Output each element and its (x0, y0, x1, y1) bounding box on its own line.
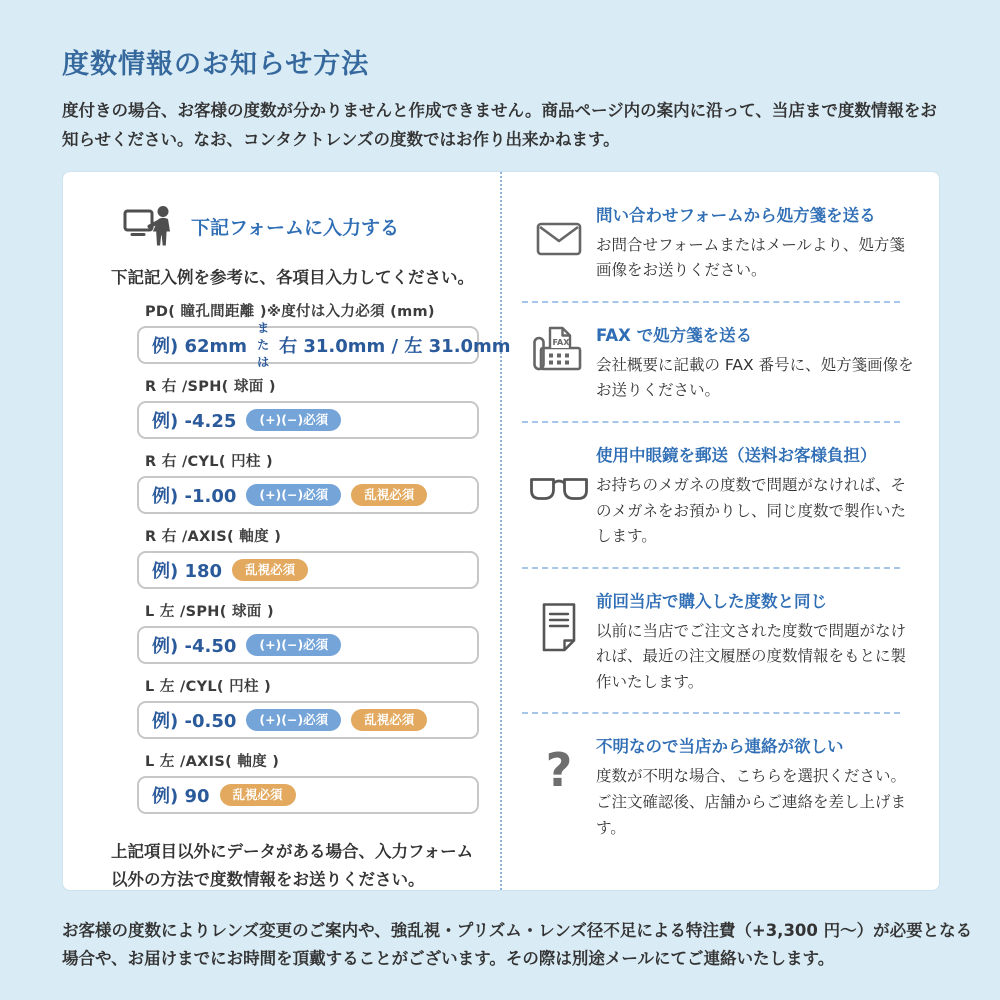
svg-text:FAX: FAX (552, 337, 570, 347)
method-title: 問い合わせフォームから処方箋を送る (596, 205, 876, 225)
document-icon (522, 588, 596, 696)
question-icon: ? (545, 743, 573, 798)
form-note: 上記項目以外にデータがある場合、入力フォーム以外の方法で度数情報をお送りください。 (111, 841, 474, 889)
method-body: お問合せフォームまたはメールより、処方箋画像をお送りください。 (596, 235, 905, 280)
field-example-r-axis: 例) 180 乱視必須 (137, 551, 479, 589)
field-example-pd: 例) 62mm または 右 31.0mm / 左 31.0mm (137, 326, 479, 364)
form-field-l-cyl (137, 675, 479, 739)
method-body: お持ちのメガネの度数で問題がなければ、そのメガネをお預かりし、同じ度数で製作いたします。 (596, 476, 907, 546)
form-instruction: 下記記入例を参考に、各項目入力してください。 (111, 267, 474, 287)
method-item-mail-glasses (522, 442, 914, 550)
form-field-r-sph (137, 375, 479, 439)
form-field-l-sph (137, 600, 479, 664)
method-title: 不明なので当店から連絡が欲しい (596, 737, 844, 757)
astigmatism-required-badge: 乱視必須 (232, 559, 308, 582)
sign-required-badge: (+)(−)必須 (246, 634, 341, 657)
field-example-l-cyl: 例) -0.50 (+)(−)必須 乱視必須 (137, 701, 479, 739)
field-label-r-cyl: R 右 /CYL( 円柱 ) (145, 453, 273, 470)
sign-required-badge: (+)(−)必須 (246, 709, 341, 732)
field-label-l-sph: L 左 /SPH( 球面 ) (145, 603, 274, 620)
method-item-fax (522, 322, 914, 404)
astigmatism-required-badge: 乱視必須 (351, 484, 427, 507)
sign-required-badge: (+)(−)必須 (246, 409, 341, 432)
field-example-l-sph: 例) -4.50 (+)(−)必須 (137, 626, 479, 664)
method-title: 使用中眼鏡を郵送（送料お客様負担） (596, 446, 877, 465)
form-section-header (123, 204, 476, 250)
form-fields (137, 300, 511, 814)
divider (522, 567, 900, 569)
form-field-r-axis (137, 525, 479, 589)
method-title: 前回当店で購入した度数と同じ (596, 591, 827, 611)
method-body: 以前に当店でご注文された度数で問題がなければ、最近の注文履歴の度数情報をもとに製作いたします。 (596, 621, 907, 691)
form-section-title: 下記フォームに入力する (191, 217, 400, 240)
form-column (63, 172, 511, 890)
field-example-l-axis: 例) 90 乱視必須 (137, 776, 479, 814)
fax-icon (522, 322, 596, 404)
field-label-r-axis: R 右 /AXIS( 軸度 ) (145, 528, 282, 545)
astigmatism-required-badge: 乱視必須 (351, 709, 427, 732)
method-body: 会社概要に記載の FAX 番号に、処方箋画像をお送りください。 (596, 355, 914, 400)
divider (522, 301, 900, 303)
field-label-pd: PD( 瞳孔間距離 )※度付は入力必須 (mm) (145, 303, 435, 320)
page-title: 度数情報のお知らせ方法 (62, 49, 370, 80)
mail-icon (522, 202, 596, 284)
field-example-r-sph: 例) -4.25 (+)(−)必須 (137, 401, 479, 439)
glasses-icon (522, 442, 596, 550)
astigmatism-required-badge: 乱視必須 (220, 784, 296, 807)
form-field-l-axis (137, 750, 479, 814)
footer-note: お客様の度数によりレンズ変更のご案内や、強乱視・プリズム・レンズ径不足による特注費（+3,300 円〜）が必要となる場合や、お届けまでにお時間を頂戴することがございます。その際は別途メールにてご連絡いたします。 (62, 920, 973, 968)
form-field-pd (137, 300, 511, 370)
field-example-r-cyl: 例) -1.00 (+)(−)必須 乱視必須 (137, 476, 479, 514)
field-label-l-axis: L 左 /AXIS( 軸度 ) (145, 753, 280, 770)
sign-required-badge: (+)(−)必須 (246, 484, 341, 507)
form-field-r-cyl (137, 450, 479, 514)
method-item-unknown (522, 733, 914, 841)
method-body: 度数が不明な場合、こちらを選択ください。ご注文確認後、店舗からご連絡を差し上げます。 (596, 767, 907, 837)
methods-column (502, 172, 940, 890)
intro-text: 度付きの場合、お客様の度数が分かりませんと作成できません。商品ページ内の案内に沿って、当店まで度数情報をお知らせください。なお、コンタクトレンズの度数ではお作り出来かねます。 (62, 101, 937, 149)
divider (522, 421, 900, 423)
prescription-methods-panel (62, 171, 940, 891)
presenter-monitor-icon (123, 204, 175, 250)
divider (522, 712, 900, 714)
method-item-contact-form (522, 202, 914, 284)
field-label-r-sph: R 右 /SPH( 球面 ) (145, 378, 276, 395)
method-item-previous-order (522, 588, 914, 696)
field-label-l-cyl: L 左 /CYL( 円柱 ) (145, 678, 272, 695)
method-title: FAX で処方箋を送る (596, 325, 753, 345)
